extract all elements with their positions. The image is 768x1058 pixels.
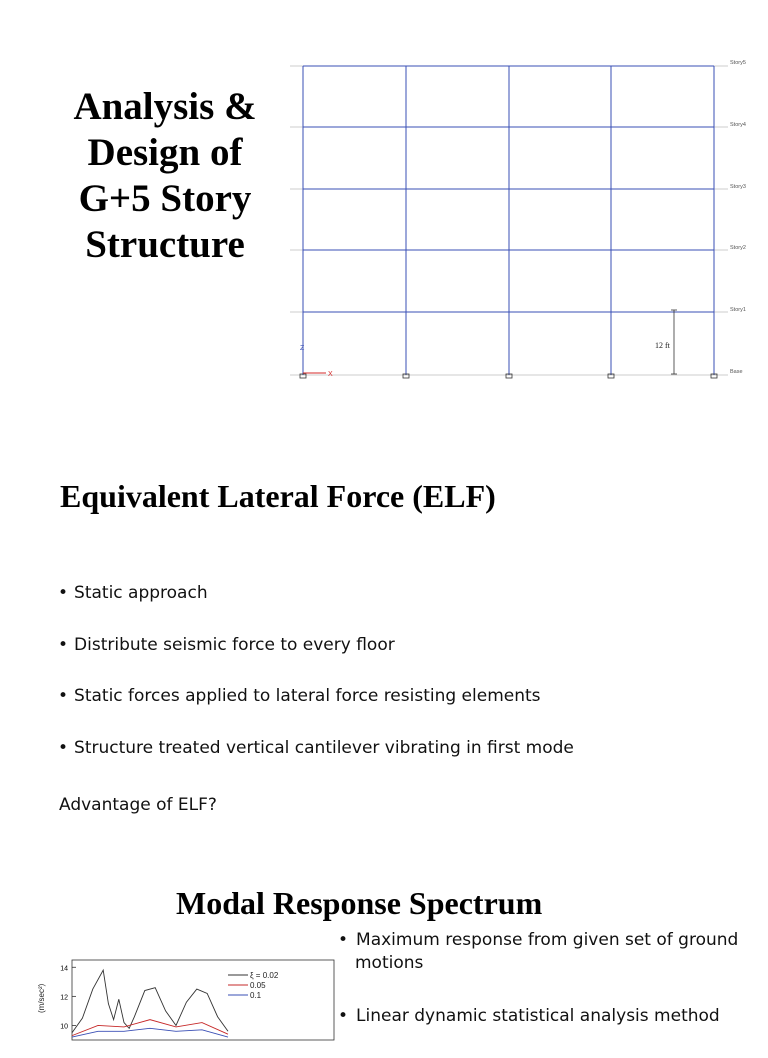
legend-entry: 0.1 bbox=[250, 991, 262, 1000]
y-tick-label: 10 bbox=[60, 1023, 68, 1031]
response-spectrum-chart bbox=[28, 955, 338, 1031]
frame-elevation-diagram bbox=[280, 52, 760, 390]
title-line: Structure bbox=[85, 223, 245, 266]
y-axis-label: (m/sec²) bbox=[37, 983, 46, 1013]
list-item: • Linear dynamic statistical analysis method bbox=[338, 1005, 758, 1028]
series-group bbox=[72, 970, 228, 1037]
legend-entry: 0.05 bbox=[250, 981, 266, 990]
legend bbox=[228, 971, 279, 1000]
story-labels bbox=[730, 60, 746, 375]
y-tick-label: 12 bbox=[60, 994, 68, 1002]
title-line: G+5 Story bbox=[78, 177, 252, 220]
story-label: Story4 bbox=[730, 122, 746, 128]
axis-triad bbox=[300, 345, 333, 378]
list-item: • Distribute seismic force to every floor bbox=[58, 634, 574, 686]
y-tick-label: 14 bbox=[60, 965, 68, 973]
title-line: Design of bbox=[87, 131, 243, 174]
list-item: • Maximum response from given set of ground motions bbox=[338, 929, 758, 975]
story-label: Story5 bbox=[730, 60, 746, 66]
series-line bbox=[72, 1028, 228, 1037]
slide-title bbox=[40, 84, 290, 268]
frame-members bbox=[303, 66, 714, 375]
story-label: Base bbox=[730, 369, 743, 375]
list-item: • Static approach bbox=[58, 582, 574, 634]
mrs-heading: Modal Response Spectrum bbox=[176, 885, 543, 921]
story-label: Story2 bbox=[730, 245, 746, 251]
dimension-label: 12 ft bbox=[655, 341, 670, 350]
list-item: • Structure treated vertical cantilever vibrating in first mode bbox=[58, 737, 574, 789]
x-axis-label: X bbox=[328, 371, 333, 378]
series-line bbox=[72, 1020, 228, 1036]
title-line: Analysis & bbox=[73, 85, 257, 128]
y-tick-group bbox=[60, 965, 76, 1030]
elf-heading: Equivalent Lateral Force (ELF) bbox=[60, 478, 496, 514]
legend-entry: ξ = 0.02 bbox=[250, 971, 279, 980]
z-axis-label: Z bbox=[300, 345, 305, 352]
elf-bullet-list bbox=[58, 582, 574, 788]
story-label: Story3 bbox=[730, 184, 746, 190]
plot-frame bbox=[72, 960, 334, 1040]
mrs-bullet-list bbox=[338, 929, 758, 1058]
story-height-dimension bbox=[655, 310, 677, 374]
elf-question: Advantage of ELF? bbox=[59, 795, 217, 815]
list-item: • Static forces applied to lateral force resisting elements bbox=[58, 685, 574, 737]
story-label: Story1 bbox=[730, 307, 746, 313]
